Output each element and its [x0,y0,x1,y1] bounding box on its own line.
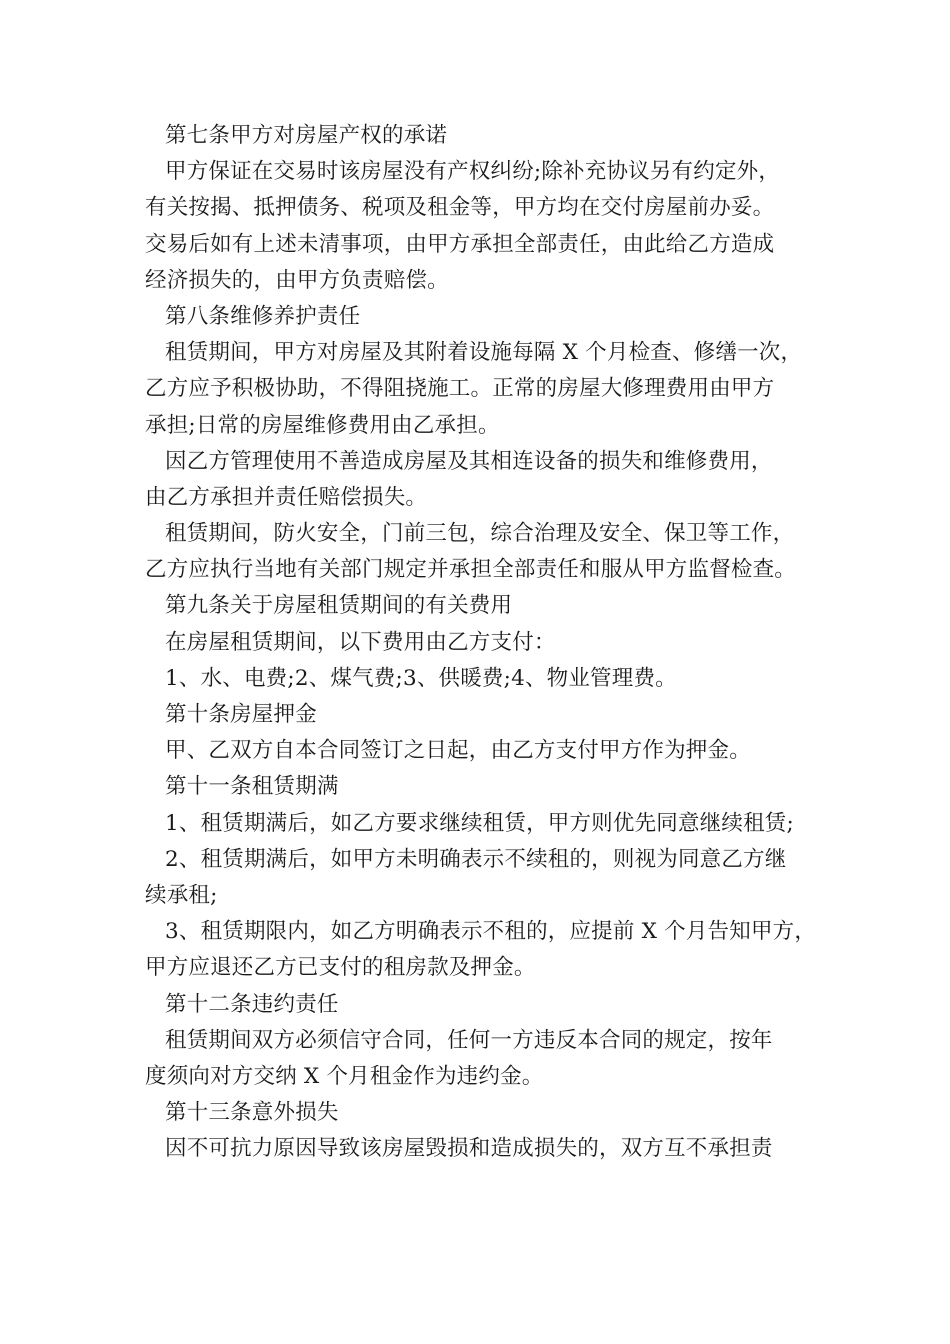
paragraph-line: 因乙方管理使用不善造成房屋及其相连设备的损失和维修费用， [165,448,773,474]
paragraph-line: 交易后如有上述未清事项，由甲方承担全部责任，由此给乙方造成 [145,231,775,257]
paragraph-line: 租赁期间，防火安全，门前三包，综合治理及安全、保卫等工作， [165,521,795,547]
paragraph-line: 3、租赁期限内，如乙方明确表示不租的，应提前 X 个月告知甲方， [165,919,817,945]
paragraph-line: 经济损失的，由甲方负责赔偿。 [145,267,449,293]
paragraph-line: 有关按揭、抵押债务、税项及租金等，甲方均在交付房屋前办妥。 [145,195,775,221]
section-heading-10: 第十条房屋押金 [165,702,317,727]
paragraph-line: 租赁期间，甲方对房屋及其附着设施每隔 X 个月检查、修缮一次， [165,340,803,366]
paragraph-line: 甲、乙双方自本合同签订之日起，由乙方支付甲方作为押金。 [165,738,751,764]
paragraph-line: 乙方应予积极协助，不得阻挠施工。正常的房屋大修理费用由甲方 [145,376,775,402]
paragraph-line: 承担;日常的房屋维修费用由乙承担。 [145,412,500,438]
paragraph-line: 乙方应执行当地有关部门规定并承担全部责任和服从甲方监督检查。 [145,557,797,583]
section-heading-13: 第十三条意外损失 [165,1100,339,1126]
section-heading-9: 第九条关于房屋租赁期间的有关费用 [165,593,513,619]
section-heading-12: 第十二条违约责任 [165,991,339,1017]
paragraph-line: 2、租赁期满后，如甲方未明确表示不续租的，则视为同意乙方继 [165,846,787,872]
paragraph-line: 在房屋租赁期间，以下费用由乙方支付： [165,629,556,655]
document-body [145,118,825,1167]
paragraph-line: 度须向对方交纳 X 个月租金作为违约金。 [145,1063,544,1089]
section-heading-7: 第七条甲方对房屋产权的承诺 [165,123,448,148]
paragraph-line: 租赁期间双方必须信守合同，任何一方违反本合同的规定，按年 [165,1027,773,1053]
paragraph-line: 续承租; [145,882,218,908]
section-heading-11: 第十一条租赁期满 [165,774,339,800]
paragraph-line: 甲方应退还乙方已支付的租房款及押金。 [145,955,536,981]
paragraph-line: 甲方保证在交易时该房屋没有产权纠纷;除补充协议另有约定外， [165,159,781,185]
paragraph-line: 因不可抗力原因导致该房屋毁损和造成损失的，双方互不承担责 [165,1136,773,1162]
section-heading-8: 第八条维修养护责任 [165,303,361,329]
paragraph-line: 1、水、电费;2、煤气费;3、供暖费;4、物业管理费。 [165,665,677,691]
paragraph-line: 由乙方承担并责任赔偿损失。 [145,484,428,510]
paragraph-line: 1、租赁期满后，如乙方要求继续租赁，甲方则优先同意继续租赁; [165,810,794,836]
